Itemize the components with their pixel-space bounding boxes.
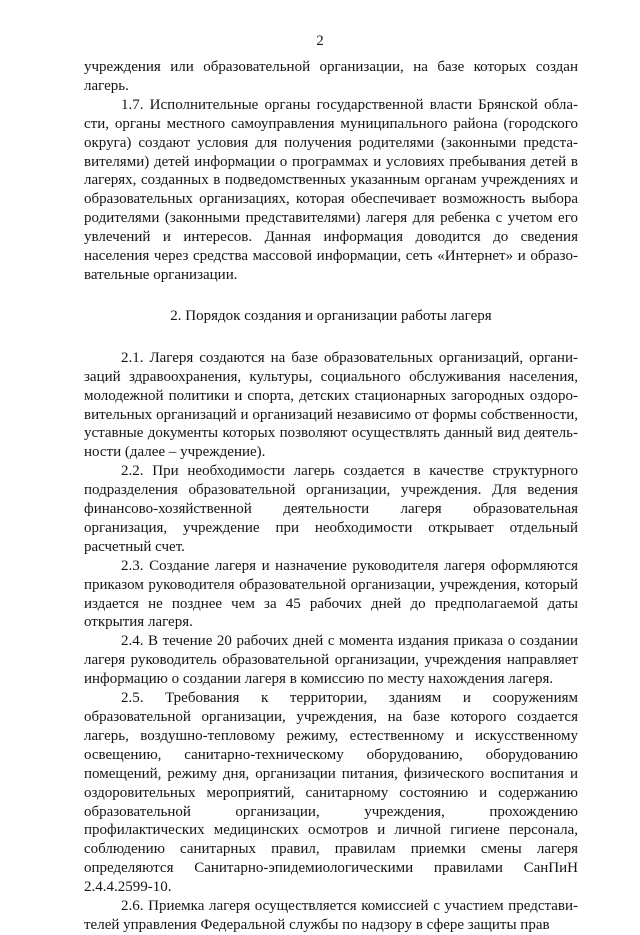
paragraph-2-1: 2.1. Лагеря создаются на базе образовательных организаций, организаций здравоохранения, культуры, социального обслуживания населения, молодежной политики и спорта, детских стационарных загородных оздоровительных организаций и организаций независимо от формы собственности, уставные документы которых позволяют осуществлять данный вид деятельности (далее – учреждение).: [84, 349, 578, 461]
paragraph-2-4: 2.4. В течение 20 рабочих дней с момента издания приказа о создании лагеря руководитель образовательной организации, учреждения направляет информацию о создании лагеря в комиссию по месту нахождения лагеря.: [84, 633, 578, 688]
intro-continuation: учреждения или образовательной организации, на базе которых создан лагерь.: [84, 59, 578, 94]
paragraph-2-6: 2.6. Приемка лагеря осуществляется комиссией с участием представителей управления Федеральной службы по надзору в сфере защиты прав: [84, 898, 578, 933]
spacer: [84, 285, 578, 307]
paragraph-2-5: 2.5. Требования к территории, зданиям и сооружениям образовательной организации, учреждения, на базе которого создается лагерь, воздушно-тепловому режиму, естественному и искусственному освещению, санитарно-техническому оборудованию, оборудованию помещений, режиму дня, организации питания, физического воспитания и оздоровительных мероприятий, санитарному состоянию и содержанию образовательной организации, учреждения, прохождению профилактических медицинских осмотров и личной гигиене персонала, соблюдению санитарных правил, правилам приемки смены лагеря определяются Санитарно-эпидемиологическими правилами СанПиН 2.4.4.2599-10.: [84, 690, 578, 896]
document-body: [84, 58, 578, 935]
paragraph-1-7: 1.7. Исполнительные органы государственной власти Брянской области, органы местного самоуправления муниципального района (городского округа) создают условия для получения родителями (законными представителями) детей информации о программах и условиях пребывания детей в лагерях, созданных в подведомственных указанным органам учреждениях и образовательных организациях, которая обеспечивает возможность выбора родителями (законными представителями) лагеря для ребенка с учетом его увлечений и интересов. Данная информация доводится до сведения населения через средства массовой информации, сеть «Интернет» и образовательные организации.: [84, 96, 578, 283]
paragraph-2-2: 2.2. При необходимости лагерь создается в качестве структурного подразделения образовательной организации, учреждения. Для ведения финансово-хозяйственной деятельности лагеря образовательная организация, учреждение при необходимости открывает отдельный расчетный счет.: [84, 463, 578, 555]
paragraph-2-3: 2.3. Создание лагеря и назначение руководителя лагеря оформляются приказом руководителя образовательной организации, учреждения, который издается не позднее чем за 45 рабочих дней до предполагаемой даты открытия лагеря.: [84, 557, 578, 631]
spacer: [84, 326, 578, 349]
page-number: 2: [316, 33, 324, 49]
section-heading: 2. Порядок создания и организации работы лагеря: [170, 307, 492, 324]
